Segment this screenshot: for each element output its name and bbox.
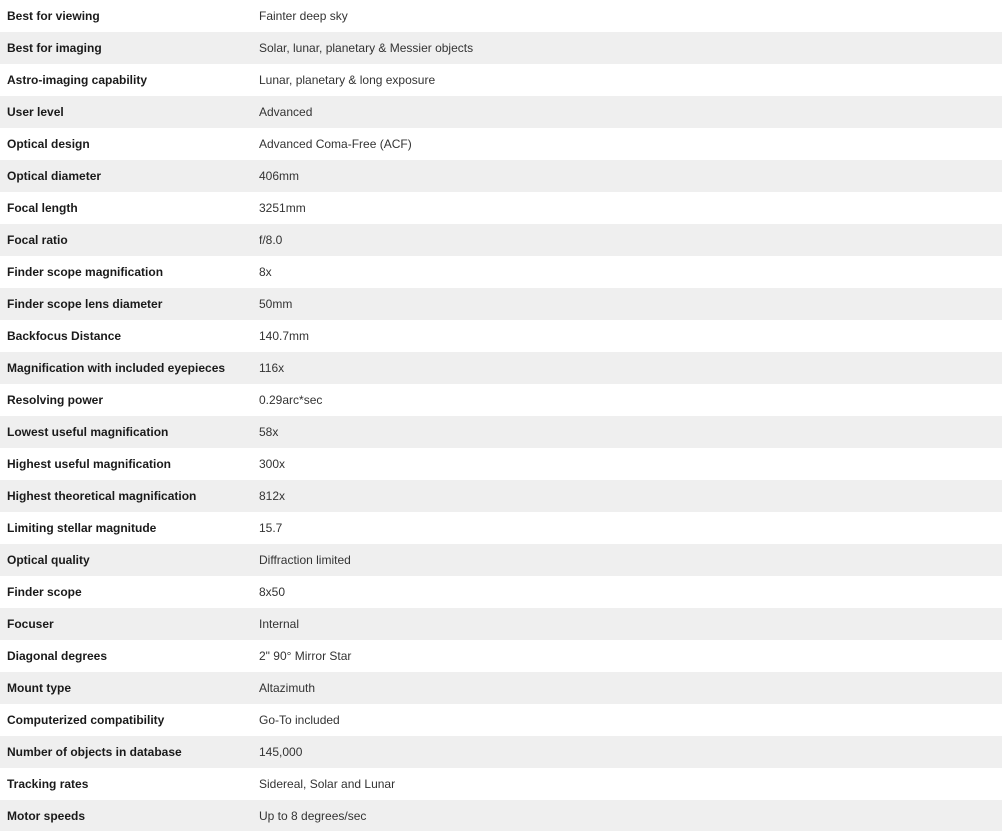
spec-value: 15.7 bbox=[259, 521, 283, 535]
spec-value: 300x bbox=[259, 457, 286, 471]
spec-label: Optical quality bbox=[7, 553, 90, 567]
spec-row bbox=[0, 576, 1002, 608]
spec-value: 140.7mm bbox=[259, 329, 310, 343]
spec-row bbox=[0, 448, 1002, 480]
spec-value: Up to 8 degrees/sec bbox=[259, 808, 367, 823]
spec-value: Advanced bbox=[259, 105, 313, 119]
spec-value: 2" 90° Mirror Star bbox=[259, 649, 352, 663]
spec-row bbox=[0, 736, 1002, 768]
spec-value: f/8.0 bbox=[259, 233, 283, 247]
spec-label: Optical design bbox=[7, 137, 90, 151]
spec-value: 812x bbox=[259, 489, 286, 503]
spec-row bbox=[0, 800, 1002, 831]
spec-row bbox=[0, 192, 1002, 224]
spec-row bbox=[0, 256, 1002, 288]
spec-value: 0.29arc*sec bbox=[259, 393, 323, 407]
spec-label: Finder scope magnification bbox=[7, 265, 164, 279]
spec-label: Tracking rates bbox=[7, 777, 89, 791]
spec-row bbox=[0, 384, 1002, 416]
spec-row bbox=[0, 640, 1002, 672]
spec-row bbox=[0, 672, 1002, 704]
spec-label: Resolving power bbox=[7, 393, 104, 407]
spec-label: User level bbox=[7, 105, 64, 119]
spec-value: 50mm bbox=[259, 297, 293, 311]
spec-value: Advanced Coma-Free (ACF) bbox=[259, 137, 412, 151]
spec-row bbox=[0, 32, 1002, 64]
spec-label: Best for viewing bbox=[7, 9, 100, 23]
spec-row bbox=[0, 352, 1002, 384]
spec-value: 406mm bbox=[259, 169, 300, 183]
spec-label: Motor speeds bbox=[7, 808, 86, 823]
spec-value: Altazimuth bbox=[259, 681, 316, 695]
spec-row bbox=[0, 64, 1002, 96]
spec-row bbox=[0, 0, 1002, 32]
spec-row bbox=[0, 768, 1002, 800]
spec-label: Best for imaging bbox=[7, 41, 102, 55]
spec-row bbox=[0, 160, 1002, 192]
spec-label: Magnification with included eyepieces bbox=[7, 361, 226, 375]
spec-value: 3251mm bbox=[259, 201, 306, 215]
spec-value: Diffraction limited bbox=[259, 553, 351, 567]
spec-label: Focal ratio bbox=[7, 233, 68, 247]
spec-row bbox=[0, 704, 1002, 736]
spec-row bbox=[0, 480, 1002, 512]
spec-row bbox=[0, 544, 1002, 576]
spec-label: Mount type bbox=[7, 681, 71, 695]
spec-label: Focal length bbox=[7, 201, 78, 215]
spec-row bbox=[0, 608, 1002, 640]
spec-label: Computerized compatibility bbox=[7, 713, 165, 727]
spec-value: Solar, lunar, planetary & Messier objects bbox=[259, 41, 474, 55]
spec-value: Fainter deep sky bbox=[259, 9, 348, 23]
spec-label: Finder scope lens diameter bbox=[7, 297, 163, 311]
spec-label: Highest theoretical magnification bbox=[7, 489, 197, 503]
spec-label: Limiting stellar magnitude bbox=[7, 521, 157, 535]
spec-row bbox=[0, 96, 1002, 128]
spec-label: Highest useful magnification bbox=[7, 457, 172, 471]
spec-value: 8x50 bbox=[259, 585, 286, 599]
spec-value: 116x bbox=[259, 361, 285, 375]
spec-label: Optical diameter bbox=[7, 169, 102, 183]
spec-value: 58x bbox=[259, 425, 279, 439]
spec-row bbox=[0, 224, 1002, 256]
spec-label: Lowest useful magnification bbox=[7, 425, 169, 439]
spec-label: Finder scope bbox=[7, 585, 82, 599]
spec-value: Lunar, planetary & long exposure bbox=[259, 73, 436, 87]
spec-row bbox=[0, 288, 1002, 320]
spec-label: Number of objects in database bbox=[7, 745, 182, 759]
spec-value: 145,000 bbox=[259, 745, 303, 759]
spec-row bbox=[0, 320, 1002, 352]
spec-label: Diagonal degrees bbox=[7, 649, 108, 663]
spec-value: Go-To included bbox=[259, 713, 340, 727]
spec-row bbox=[0, 416, 1002, 448]
spec-value: Internal bbox=[259, 617, 300, 631]
spec-value: Sidereal, Solar and Lunar bbox=[259, 777, 396, 791]
spec-row bbox=[0, 512, 1002, 544]
spec-row bbox=[0, 128, 1002, 160]
spec-label: Backfocus Distance bbox=[7, 329, 122, 343]
spec-label: Astro-imaging capability bbox=[7, 73, 148, 87]
spec-value: 8x bbox=[259, 265, 272, 279]
spec-label: Focuser bbox=[7, 617, 54, 631]
